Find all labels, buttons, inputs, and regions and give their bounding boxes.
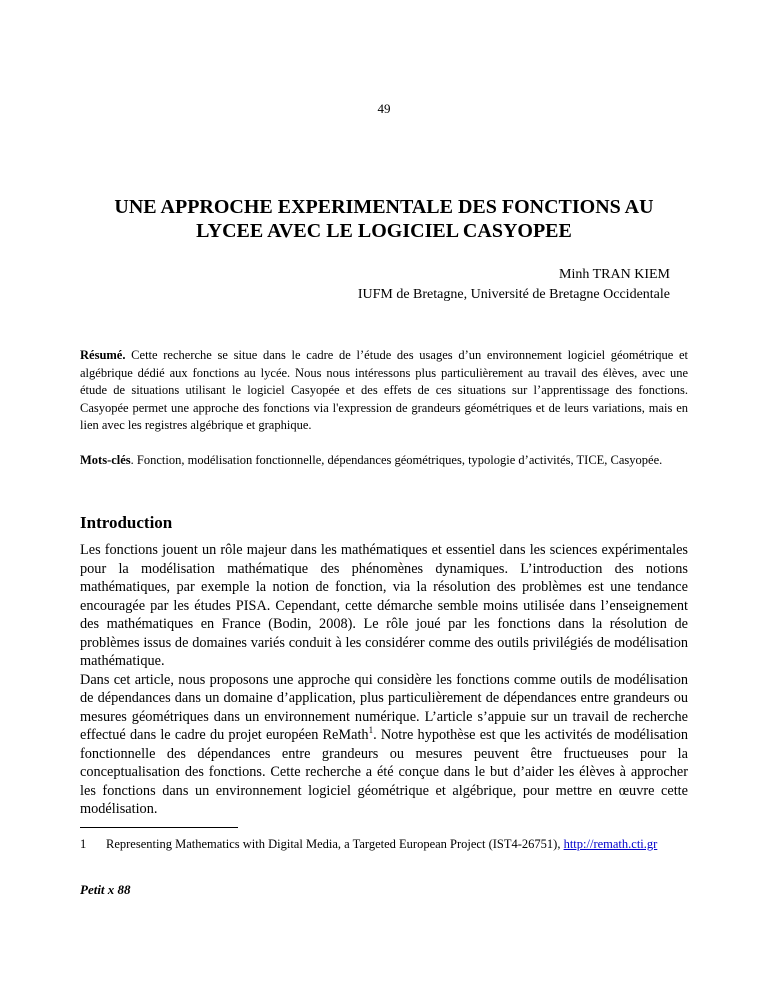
author-block	[358, 265, 670, 305]
author-name: Minh TRAN KIEM	[559, 267, 670, 282]
paragraph-2-part-2: . Notre hypothèse est que les activités de modélisation fonctionnelle des dépendances entre grandeurs ou mesures peuvent être fructueuses pour la conceptualisation des fonctions. Cette recherche a été conçue dans le but d’aider les élèves à approcher les fonctions dans un environnement logiciel géométrique et algébrique, pour mettre en œuvre cette modélisation.	[80, 727, 688, 817]
footnote-separator	[80, 827, 238, 828]
page-number: 49	[377, 101, 391, 116]
paragraph-2-part-1: Dans cet article, nous proposons une approche qui considère les fonctions comme outils de modélisation de dépendances dans un domaine d’application, plus particulièrement de dépendances entre grandeurs ou mesures géométriques dans un environnement numérique. L’article s’appuie sur un travail de recherche effectué dans le cadre du projet européen ReMath	[80, 671, 688, 743]
title-line-2: LYCEE AVEC LE LOGICIEL CASYOPEE	[196, 220, 572, 242]
paper-title	[100, 195, 668, 243]
introduction-body	[80, 541, 688, 819]
abstract-text: Cette recherche se situe dans le cadre de l’étude des usages d’un environnement logiciel géométrique et algébrique dédié aux fonctions au lycée. Nous nous intéressons plus particulièrement au travail des élèves, avec une étude de situations utilisant le logiciel Casyopée et des effets de ces situations sur l’apprentissage des fonctions. Casyopée permet une approche des fonctions via l'expression de grandeurs géométriques et de leurs variations, mais en lien avec les registres algébrique et graphique.	[80, 348, 688, 432]
section-heading-introduction: Introduction	[80, 513, 173, 532]
keywords-label: Mots-clés	[80, 453, 131, 467]
footnote-number: 1	[80, 837, 87, 851]
paragraph-2	[80, 671, 688, 819]
keywords	[80, 452, 688, 470]
abstract-label: Résumé.	[80, 348, 126, 362]
abstract	[80, 347, 688, 435]
title-line-1: UNE APPROCHE EXPERIMENTALE DES FONCTIONS AU	[114, 196, 654, 218]
keywords-text: . Fonction, modélisation fonctionnelle, dépendances géométriques, typologie d’activités, TICE, Casyopée.	[130, 453, 663, 467]
journal-footer: Petit x 88	[80, 882, 131, 897]
footnote-text: Representing Mathematics with Digital Media, a Targeted European Project (IST4-26751),	[106, 837, 564, 851]
author-affiliation: IUFM de Bretagne, Université de Bretagne Occidentale	[357, 287, 670, 302]
footnote-link[interactable]: http://remath.cti.gr	[563, 837, 658, 851]
footnote-body	[106, 836, 688, 852]
footnote-reference[interactable]: 1	[368, 725, 374, 736]
footnote	[80, 836, 688, 852]
paragraph-1: Les fonctions jouent un rôle majeur dans les mathématiques et essentiel dans les sciences expérimentales pour la modélisation mathématique des phénomènes dynamiques. L’introduction des notions mathématiques, par exemple la notion de fonction, via la résolution des problèmes est une tendance encouragée par les études PISA. Cependant, cette démarche semble moins utilisée dans l’enseignement des mathématiques en France (Bodin, 2008). Le rôle joué par les fonctions dans la résolution de problèmes issus de domaines variés conduit à les considérer comme des outils privilégiés de modélisation mathématique.	[80, 542, 688, 669]
